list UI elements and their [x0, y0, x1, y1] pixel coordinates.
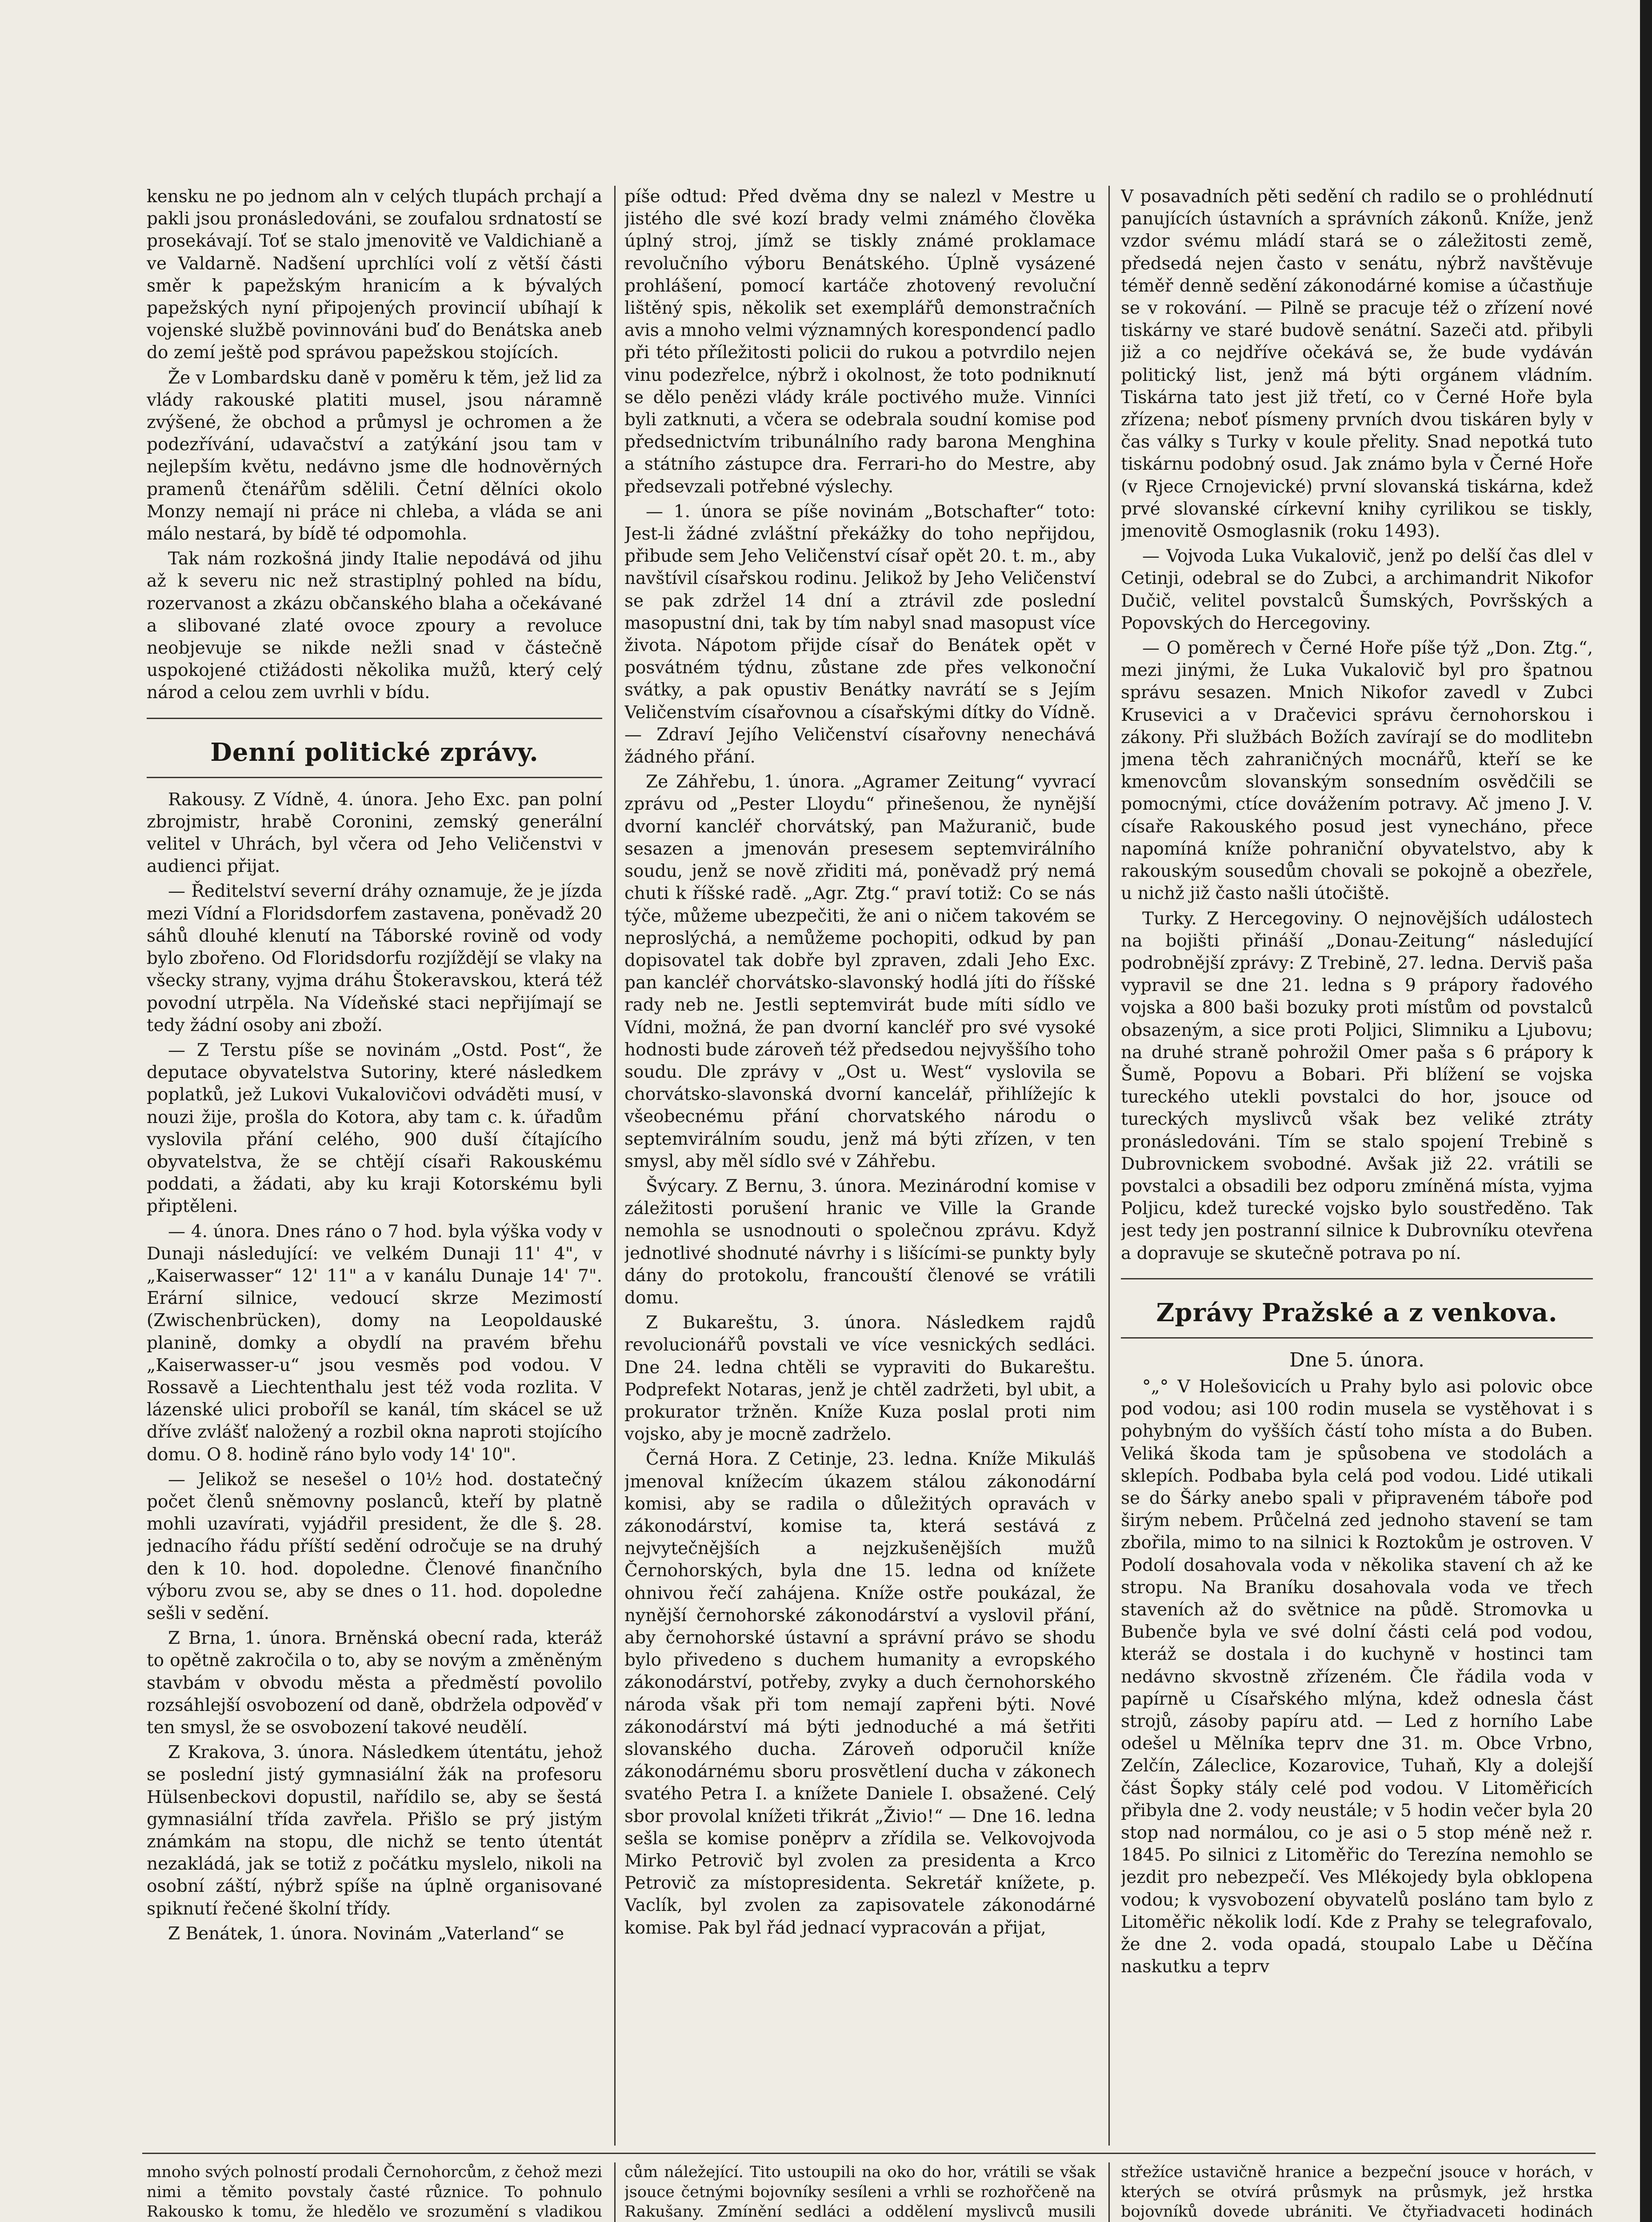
column-rule	[614, 186, 616, 2146]
paragraph: — Vojvoda Luka Vukalovič, jenž po delší čas dlel v Cetinji, odebral se do Zubci, a archimandrit Nikofor Dučič, velitel povstalců Šumských, Površských a Popovských do Hercegoviny.	[1121, 546, 1593, 633]
paragraph: — Jelikož se nesešel o 10½ hod. dostatečný počet členů sněmovny poslanců, kteří by platně mohli uzavírati, vyjádřil president, že dle §. 28. jednacího řádu příští sedění odročuje se na druhý den k 10. hod. dopoledne. Členové finančního výboru zvou se, aby se dnes o 11. hod. dopoledne sešli v sedění.	[147, 1469, 602, 1623]
paragraph: Ze Záhřebu, 1. února. „Agramer Zeitung“ vyvrací zprávu od „Pester Lloydu“ přinešenou, že nynější dvorní kancléř chorvátský, pan Mažuranič, bude sesazen a jmenován presesem septemvirálního soudu, jenž se nově zřiditi má, poněvadž prý nemá chuti k říšské radě. „Agr. Ztg.“ praví totiž: Co se nás týče, můžeme ubezpečiti, že ani o ničem takovém se neproslýchá, a nemůžeme pochopiti, odkud by pan dopisovatel tak dobře byl zpraven, zdali Jeho Exc. pan kancléř chorvátsko-slavonský hodlá jíti do říšské rady neb ne. Jestli septemvirát bude míti sídlo ve Vídni, možná, že pan dvorní kancléř pro své vysoké hodnosti bude zároveň též předsedou nejvyššího toho soudu. Dle zprávy v „Ost u. West“ vyslovila se chorvátsko-slavonská dvorní kancelář, přihlížejíc k všeobecnému přání chorvatského národu o septemvirálním soudu, jenž má býti zřízen, v ten smysl, aby měl sídlo své v Záhřebu.	[624, 772, 1096, 1171]
paragraph: — 1. února se píše novinám „Botschafter“ toto: Jest-li žádné zvláštní překážky do toho nepřijdou, přibude sem Jeho Veličenství císař opět 20. t. m., aby navštívil císařskou rodinu. Jelikož by Jeho Veličenství se pak zdržel 14 dní a ztrávil zde poslední masopustní dni, tak by tím nabyl snad masopust více života. Nápotom přijde císař do Benátek opět v posvátném týdnu, zůstane zde přes velkonoční svátky, a pak opustiv Benátky navrátí se s Jejím Veličenstvím císařovnou a císařskými dítky do Vídně. — Zdraví Jejího Veličenství císařovny nenechává žádného přání.	[624, 501, 1096, 767]
paragraph: — Z Terstu píše se novinám „Ostd. Post“, že deputace obyvatelstva Sutoriny, které následkem poplatků, jež Lukovi Vukalovičovi odváděti musí, v nouzi žije, prošla do Kotora, aby tam c. k. úřadům vyslovila přání celého, 900 duší čítajícího obyvatelstva, že se chtějí císaři Rakouskému poddati, a žádati, aby ku kraji Kotorskému byli připtěleni.	[147, 1040, 602, 1217]
paragraph: — Ředitelství severní dráhy oznamuje, že je jízda mezi Vídní a Floridsdorfem zastavena, poněvadž 20 sáhů dlouhé klenutí na Táborské rovině od vody bylo zbořeno. Od Floridsdorfu rozjíždějí se vlaky na všecky strany, vyjma dráhu Štokeravskou, která též povodní utrpěla. Na Vídeňské staci nepřijímají se tedy žádní osoby ani zboží.	[147, 881, 602, 1035]
paragraph: Rakousy. Z Vídně, 4. února. Jeho Exc. pan polní zbrojmistr, hrabě Coronini, zemský generální velitel v Uhrách, byl včera od Jeho Veličenstvi v audienci přijat.	[147, 789, 602, 877]
paragraph: °„° V Holešovicích u Prahy bylo asi polovic obce pod vodou; asi 100 rodin musela se vystěhovat i s pohybným do vyšších částí toho místa a do Buben. Veliká škoda tam je spůsobena ve stodolách a sklepích. Podbaba byla celá pod vodou. Lidé utikali se do Šárky anebo spali v připraveném táboře pod širým nebem. Průčelná zed jednoho stavení se tam zbořila, mimo to na silnici k Roztokům je ostroven. V Podolí dosahovala voda v několika stavení ch až ke stropu. Na Braníku dosahovala voda ve třech staveních až do světnice na půdě. Stromovka u Bubenče byla ve své dolní části celá pod vodou, kteráž se dostala i do kuchyně v hostinci tam nedávno skvostně zřízeném. Čle řádila voda v papírně u Císařského mlýna, kdež odnesla část strojů, zásoby papíru atd. — Led z horního Labe odešel u Mělníka teprv dne 31. m. Obce Vrbno, Zelčín, Záleclice, Kozarovice, Tuhaň, Kly a dolejší část Šopky stály celé pod vodou. V Litoměřicích přibyla dne 2. vody neustále; v 5 hodin večer byla 20 stop nad normálou, co je asi o 5 stop méně než r. 1845. Po silnici z Litoměřic do Terezína nemohlo se jezdit pro nebezpečí. Ves Mlékojedy byla obklopena vodou; k vysvobození obyvatelů posláno tam bylo z Litoměřic několik lodí. Kde z Prahy se telegrafovalo, že dne 2. voda opadá, stoupalo Labe u Děčína naskutku a teprv	[1121, 1376, 1593, 1977]
scan-edge	[1640, 0, 1652, 2222]
paragraph: V posavadních pěti sedění ch radilo se o prohlédnutí panujících ústavních a správních zákonů. Kníže, jenž vzdor svému mládí stará se o záležitosti země, předsedá nejen často v senátu, nýbrž navštěvuje téměř denně sedění zákonodárné komise a účastňuje se v rokování. — Pilně se pracuje též o zřízení nové tiskárny ve staré budově senátní. Sazeči atd. přibyli již a co nejdříve očekává se, že bude vydáván politický list, jenž má býti orgánem vládním. Tiskárna tato jest již třetí, co v Černé Hoře byla zřízena; neboť písmeny prvních dvou tiskáren byly v čas války s Turky v koule přelity. Snad nepotká tuto tiskárnu podobný osud. Jak známo byla v Černé Hoře (v Rjece Crnojevické) první slovanská tiskárna, kdež prvé slovanské církevní knihy cyrilikou se tiskly, jmenovitě Osmoglasnik (roku 1493).	[1121, 187, 1593, 542]
paragraph: Z Krakova, 3. února. Následkem útentátu, jehož se poslední jistý gymnasiální žák na profesoru Hülsenbeckovi dopustil, nařídilo se, aby se šestá gymnasiální třída zavřela. Přišlo se prý jistým známkám na stopu, dle nichž se tento útentát nezakládá, jak se totiž z počátku myslelo, nikoli na osobní záští, nýbrž spíše na úplně organisované spiknutí řečené školní třídy.	[147, 1742, 602, 1919]
section-rule	[147, 777, 602, 778]
paragraph: mnoho svých polností prodali Černohorcům, z čehož mezi nimi a těmito povstaly časté různice. To pohnulo Rakousko k tomu, že hledělo ve srozumění s vladikou	[147, 2163, 602, 2221]
paragraph: píše odtud: Před dvěma dny se nalezl v Mestre u jistého dle své kozí brady velmi známého člověka úplný stroj, jímž se tiskly známé proklamace revolučního výboru Benátského. Úplně vysázené prohlášení, pomocí kartáče zhotovený revoluční lištěný spis, několik set exemplářů demonstračních avis a mnoho velmi významných korespondencí padlo při této příležitosti policii do rukou a potvrdilo nejen vinu podezřelce, nýbrž i okolnost, že toto podniknutí se dělo penězi vlády krále poctivého muže. Vinníci byli zatknuti, a včera se odebrala soudní komise pod předsednictvím tribunálního rady barona Menghina a státního zástupce dra. Ferrari-ho do Mestre, aby předsevzali potřebné výslechy.	[624, 187, 1096, 497]
paragraph: Tak nám rozkošná jindy Italie nepodává od jihu až k severu nic než strastiplný pohled na bídu, rozervanost a zkázu občanského blaha a očekávané a slibované zlaté ovoce zpoury a revoluce neobjevuje se nikde nežli snad v částečně uspokojené ctižádosti několika mužů, který celý národ a celou zem uvrhli v bídu.	[147, 549, 602, 703]
feuilleton-rule	[142, 2153, 1596, 2154]
column-rule	[1108, 186, 1110, 2146]
paragraph: Z Bukareštu, 3. února. Následkem rajdů revolucionářů povstali ve více vesnických sedláci. Dne 24. ledna chtěli se vypraviti do Bukareštu. Podprefekt Notaras, jenž je chtěl zadržeti, byl ubit, a prokurator tržněn. Kníže Kuza poslal proti nim vojsko, aby je mocně zadrželo.	[624, 1313, 1096, 1445]
paragraph: Černá Hora. Z Cetinje, 23. ledna. Kníže Mikuláš jmenoval knížecím úkazem stálou zákonodární komisi, aby se radila o důležitých opravách v zákonodárství, komise ta, která sestává z nejvytečnějších a nejzkušenějších mužů Černohorských, byla dne 15. ledna od knížete ohnivou řečí zahájena. Kníže ostře poukázal, že nynější černohorské zákonodárství a vyslovil přání, aby černohorské ústavní a správní právo se shodu bylo přivedeno s duchem humanity a evropského zákonodárství, potřeby, zvyky a duch černohorského národa však při tom nemají zapřeni býti. Nové zákonodárství má býti jednoduché a má šetřiti slovanského ducha. Zároveň odporučil kníže zákonodárnému sboru prosvětlení ducha v zákonech svatého Petra I. a knížete Daniele I. obsažené. Celý sbor provolal knížeti třikrát „Živio!“ — Dne 16. ledna sešla se komise poněprv a zřídila se. Velkovojvoda Mirko Petrovič byl zvolen za presidenta a Krco Petrovič za místopresidenta. Sekretář knížete, p. Vaclík, byl zvolen za zapisovatele zákonodárné komise. Pak byl řád jednací vypracován a přijat,	[624, 1449, 1096, 1938]
paragraph: kensku ne po jednom aln v celých tlupách prchají a pakli jsou pronásledováni, se zoufalou srdnatostí se prosekávají. Toť se stalo jmenovitě ve Valdichianě a ve Valdarně. Nadšení uprchlíci volí z větší části směr k papežským hranicím a k bývalých papežských nyní připojených provincií ubíhají k vojenské službě povinnováni buď do Benátska aneb do zemí ještě pod správou papežskou stojících.	[147, 187, 602, 363]
section-title-prague: Zprávy Pražské a z venkova.	[1156, 1298, 1558, 1327]
section-rule	[1121, 1278, 1593, 1279]
column-rule	[614, 2162, 616, 2222]
paragraph: střežíce ustavičně hranice a bezpeční jsouce v horách, v kterých se otvírá průsmyk na průsmyk, jež hrstka bojovníků dovede ubrániti. Ve čtyřiadvaceti hodinách	[1121, 2163, 1593, 2221]
column-rule	[1108, 2162, 1110, 2222]
top-column-3	[1121, 186, 1593, 2148]
top-column-1	[147, 186, 602, 2148]
section-title-political: Denní politické zprávy.	[210, 737, 539, 767]
section-rule	[147, 718, 602, 719]
section-rule	[1121, 1337, 1593, 1339]
bottom-column-3	[1121, 2162, 1593, 2222]
paragraph: Že v Lombardsku daně v poměru k těm, jež lid za vlády rakouské platiti musel, jsou náramně zvýšené, že obchod a průmysl je ochromen a že podezřívání, udavačství a zatýkání jsou tam v nejlepším květu, nedávno jsme dle hodnověrných pramenů čtenářům sdělili. Četní dělníci okolo Monzy nemají ni práce ni chleba, a vláda se ani málo nestará, by bídě té odpomohla.	[147, 368, 602, 544]
paragraph: — O poměrech v Černé Hoře píše týž „Don. Ztg.“, mezi jinými, že Luka Vukalovič byl pro špatnou správu sesazen. Mnich Nikofor zavedl v Zubci Krusevici a v Dračevici správu černohorskou i zákony. Při službách Božích zavírají se do modlitebn jmena těch zahraničných mocnářů, kteří se ke kmenovcům slovanským sonsedním osvědčili se pomocnými, ctíce dovážením potravy. Ač jmeno J. V. císaře Rakouského posud jest vynecháno, přece napomíná kníže pohraniční obyvatelstvo, aby k rakouským sousedům chovali se pokojně a obezřele, u nichž již často našli útočiště.	[1121, 638, 1593, 904]
paragraph: cům náležející. Tito ustoupili na oko do hor, vrátili se však jsouce četnými bojovníky sesíleni a vrhli se rozhořčeně na Rakušany. Zmínění sedláci a oddělení myslivců musili	[624, 2163, 1096, 2221]
top-column-2	[624, 186, 1096, 2148]
bottom-column-1	[147, 2162, 602, 2222]
paragraph: — 4. února. Dnes ráno o 7 hod. byla výška vody v Dunaji následující: ve velkém Dunaji 11' 4", v „Kaiserwasser“ 12' 11" a v kanálu Dunaje 14' 7". Erární silnice, vedoucí skrze Mezimostí (Zwischenbrücken), domy na Leopoldauské planině, domky a obydlí na pravém břehu „Kaiserwasser-u“ jsou vesměs pod vodou. V Rossavě a Liechtenthalu jest též voda rozlita. V lázenské ulici proboříl se kanál, tím skácel se už dříve zvlášť naložený a rozbil okna naproti stojícího domu. O 8. hodině ráno bylo vody 14' 10".	[147, 1221, 602, 1465]
paragraph: Turky. Z Hercegoviny. O nejnovějších událostech na bojišti přináší „Donau-Zeitung“ následující podrobnější zprávy: Z Trebině, 27. ledna. Derviš paša vypravil se dne 21. ledna s 9 prápory řadového vojska a 800 baši bozuky proti místům od povstalců obsazeným, a sice proti Poljici, Slimniku a Ljubovu; na druhé straně pohrožil Omer paša s 6 prápory k Šumě, Popovu a Bobari. Při blížení se vojska tureckého utekli povstalci do hor, jsouce od tureckých myslivců však bez veliké ztráty pronásledováni. Tím se stalo spojení Trebině s Dubrovnickem svobodné. Avšak již 22. vrátili se povstalci a obsadili bez odporu zmíněná místa, vyjma Poljicu, kdež turecké vojsko bylo soustředěno. Tak jest tedy jen postranní silnice k Dubrovníku otevřena a dopravuje se skutečně potrava po ní.	[1121, 908, 1593, 1263]
paragraph: Z Benátek, 1. února. Novinám „Vaterland“ se	[168, 1923, 564, 1944]
bottom-column-2	[624, 2162, 1096, 2222]
section-date: Dne 5. února.	[1289, 1348, 1425, 1371]
paragraph: Švýcary. Z Bernu, 3. února. Mezinárodní komise v záležitosti porušení hranic ve Ville la Grande nemohla se usnodnouti o společnou zprávu. Když jednotlivé shodnuté návrhy i s lišícími-se punkty byly dány do protokolu, francouští členové se vrátili domu.	[624, 1176, 1096, 1308]
paragraph: Z Brna, 1. února. Brněnská obecní rada, kteráž to opětně zakročila o to, aby se novým a změněným stavbám v obvodu města a předměstí povolilo rozsáhlejší osvobození od daně, obdržela odpověď v ten smysl, že se osvobození takové neudělí.	[147, 1628, 602, 1738]
